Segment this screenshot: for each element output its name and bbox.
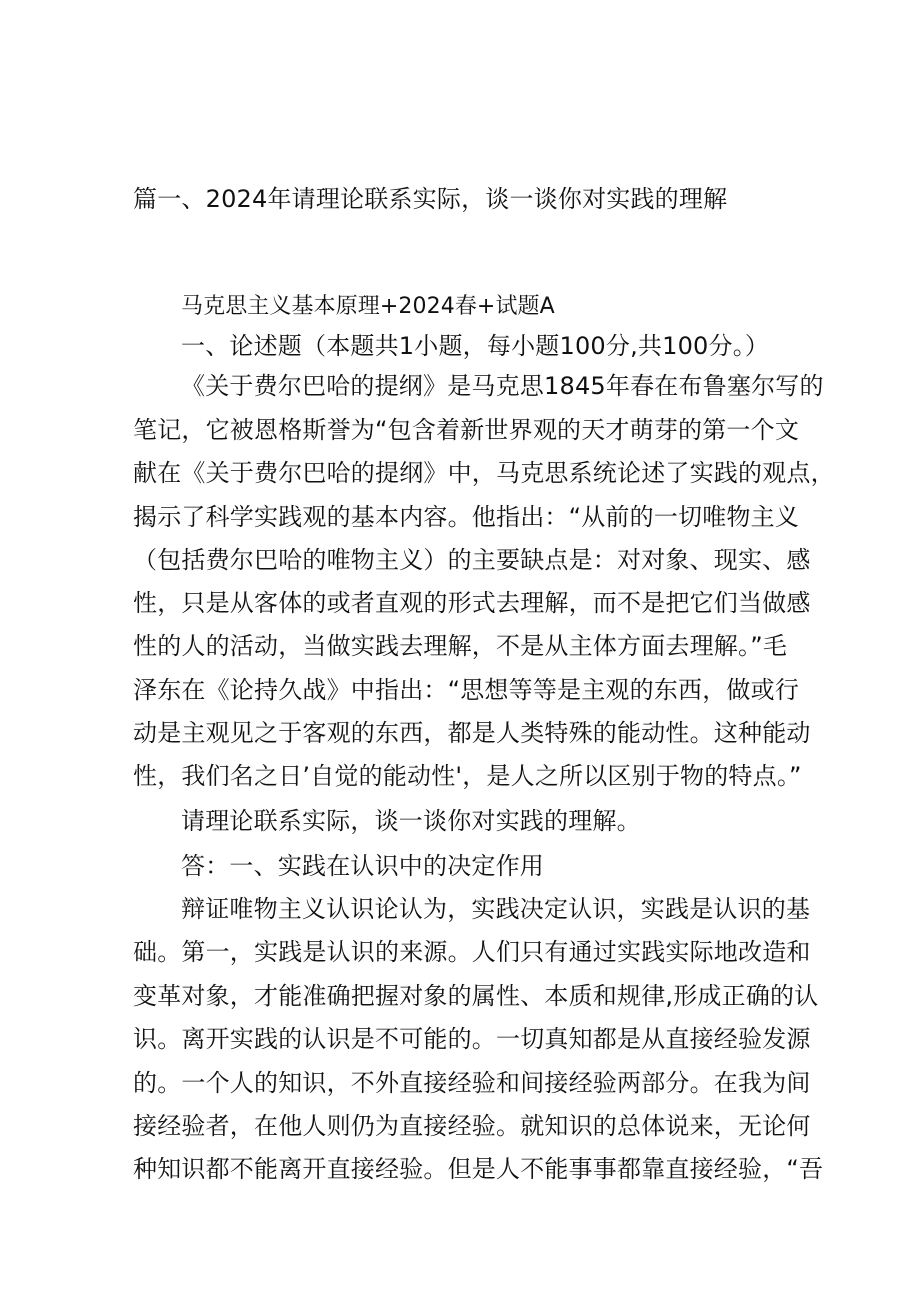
body-line: 泽东在《论持久战》中指出：“思想等等是主观的东西，做或行 <box>133 676 800 704</box>
subtitle: 马克思主义基本原理+2024春+试题A <box>181 294 555 319</box>
answer-line: 种知识都不能离开直接经验。但是人不能事事都靠直接经验，“吾 <box>133 1155 824 1183</box>
body-line: （包括费尔巴哈的唯物主义）的主要缺点是：对对象、现实、感 <box>133 546 811 574</box>
body-line: 性，我们名之日’自觉的能动性'，是人之所以区别于物的特点。” <box>133 762 802 790</box>
answer-line: 础。第一，实践是认识的来源。人们只有通过实践实际地改造和 <box>133 938 811 966</box>
question-line: 请理论联系实际，谈一谈你对实践的理解。 <box>181 807 641 835</box>
body-line: 性，只是从客体的或者直观的形式去理解，而不是把它们当做感 <box>133 589 811 617</box>
answer-heading: 答：一、实践在认识中的决定作用 <box>181 852 544 880</box>
answer-line: 接经验者，在他人则仍为直接经验。就知识的总体说来，无论何 <box>133 1112 811 1140</box>
document-title: 篇一、2024年请理论联系实际，谈一谈你对实践的理解 <box>133 185 728 213</box>
body-line: 性的人的活动，当做实践去理解，不是从主体方面去理解。”毛 <box>133 632 788 660</box>
body-line: 《关于费尔巴哈的提纲》是马克思1845年春在布鲁塞尔写的 <box>181 372 824 400</box>
section-heading: 一、论述题（本题共1小题，每小题100分,共100分。） <box>181 332 770 360</box>
answer-line: 识。离开实践的认识是不可能的。一切真知都是从直接经验发源 <box>133 1025 811 1053</box>
answer-line: 的。一个人的知识，不外直接经验和间接经验两部分。在我为间 <box>133 1069 811 1097</box>
body-line: 献在《关于费尔巴哈的提纲》中，马克思系统论述了实践的观点， <box>133 459 835 487</box>
body-line: 动是主观见之于客观的东西，都是人类特殊的能动性。这种能动 <box>133 719 811 747</box>
answer-line: 变革对象，才能准确把握对象的属性、本质和规律,形成正确的认 <box>133 982 819 1010</box>
body-line: 笔记，它被恩格斯誉为“包含着新世界观的天才萌芽的第一个文 <box>133 416 800 444</box>
body-line: 揭示了科学实践观的基本内容。他指出：“从前的一切唯物主义 <box>133 503 800 531</box>
answer-line: 辩证唯物主义认识论认为，实践决定认识，实践是认识的基 <box>181 895 811 923</box>
